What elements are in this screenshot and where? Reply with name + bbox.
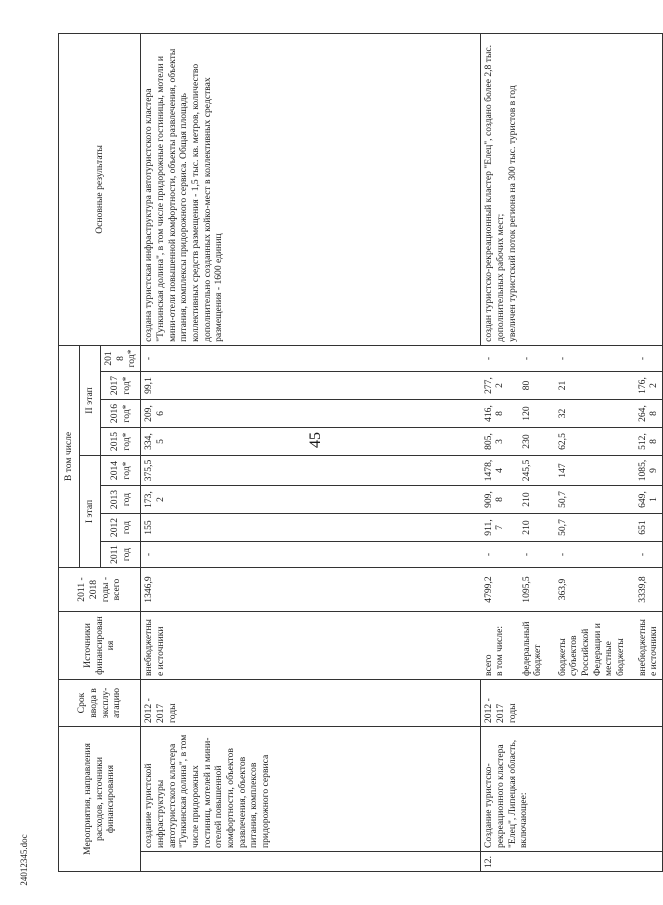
table-row xyxy=(481,33,519,871)
header-year: 2011 год xyxy=(101,542,141,568)
year-cell: 334,5 xyxy=(141,428,481,456)
row-number: 12. xyxy=(481,852,663,872)
year-cell: 209,6 xyxy=(141,400,481,428)
year-cell: 210 xyxy=(519,486,555,514)
year-cell: 512,8 xyxy=(635,428,663,456)
year-cell: - xyxy=(519,345,555,371)
total-cell: 3339,8 xyxy=(635,568,663,612)
total-cell: 363,9 xyxy=(555,568,635,612)
page-number: 45 xyxy=(307,432,324,448)
year-cell: 651 xyxy=(635,514,663,542)
total-cell: 1095,5 xyxy=(519,568,555,612)
year-cell: 80 xyxy=(519,372,555,400)
year-cell: 230 xyxy=(519,428,555,456)
year-cell: 1085,9 xyxy=(635,456,663,486)
total-cell: 4799,2 xyxy=(481,568,519,612)
header-sources: Источники финансирования xyxy=(59,612,141,680)
event-cell: создание туристской инфраструктуры автотуристского кластера "Тункинская долина", в том числе придорожных гостиниц, мотелей и мини-отелей повышенной комфортности, объектов развлечения, объектов питания, комплексов придорожного сервиса xyxy=(141,727,481,852)
year-cell: - xyxy=(555,542,635,568)
year-cell: - xyxy=(141,542,481,568)
year-cell: 264,8 xyxy=(635,400,663,428)
year-cell: - xyxy=(519,542,555,568)
year-cell: 99,1 xyxy=(141,372,481,400)
event-cell: Создание туристско-рекреационного кластера "Елец", Липецкая область, включающее: xyxy=(481,727,663,852)
year-cell: 50,7 xyxy=(555,486,635,514)
measures-table xyxy=(58,33,663,872)
result-cell: создана туристская инфраструктура автотуристского кластера "Тункинская долина", в том числе придорожные гостиницы, мотели и мини-отели повышенной комфортности, объекты развлечения, объекты питания, комплексы придорожного сервиса. Общая площадь коллективных средств размещения - 1,5 тыс. кв. метров, количество дополнительно созданных койко-мест в коллективных средствах размещения - 1600 единиц xyxy=(141,33,481,345)
header-event: Мероприятия, направления расходов, источники финансирования xyxy=(59,727,141,872)
year-cell: - xyxy=(481,542,519,568)
year-cell: 649,1 xyxy=(635,486,663,514)
source-cell: всего в том числе: xyxy=(481,612,519,680)
result-cell: создан туристско-рекреационный кластер "Елец", создано более 2,8 тыс. дополнительных рабочих мест; увеличен туристский поток региона на 300 тыс. туристов в год xyxy=(481,33,663,345)
year-cell: 909,8 xyxy=(481,486,519,514)
header-year: 2013 год xyxy=(101,486,141,514)
header-year: 2017 год* xyxy=(101,372,141,400)
header-stage1: I этап xyxy=(80,456,101,568)
year-cell: 805,3 xyxy=(481,428,519,456)
total-cell: 1346,9 xyxy=(141,568,481,612)
source-cell: внебюджетные источники xyxy=(635,612,663,680)
year-cell: 176,2 xyxy=(635,372,663,400)
header-including: В том числе xyxy=(59,345,80,567)
year-cell: 1478,4 xyxy=(481,456,519,486)
header-year: 2016 год* xyxy=(101,400,141,428)
header-results: Основные результаты xyxy=(59,33,141,345)
source-cell: внебюджетные источники xyxy=(141,612,481,680)
header-year: 2015 год* xyxy=(101,428,141,456)
year-cell: - xyxy=(635,345,663,371)
file-label: 24012345.doc xyxy=(19,834,29,886)
year-cell: 375,5 xyxy=(141,456,481,486)
year-cell: - xyxy=(555,345,635,371)
source-cell: бюджеты субъектов Российской Федерации и местные бюджеты xyxy=(555,612,635,680)
year-cell: - xyxy=(635,542,663,568)
year-cell: 120 xyxy=(519,400,555,428)
year-cell: - xyxy=(141,345,481,371)
year-cell: 245,5 xyxy=(519,456,555,486)
header-year: 2018 год* xyxy=(101,345,141,371)
header-deadline: Срок ввода в эксплу-атацию xyxy=(59,680,141,727)
year-cell: - xyxy=(481,345,519,371)
deadline-cell: 2012 - 2017 годы xyxy=(481,680,663,727)
header-total: 2011 - 2018 годы - всего xyxy=(59,568,141,612)
header-stage2: II этап xyxy=(80,345,101,455)
header-year: 2012 год xyxy=(101,514,141,542)
row-number xyxy=(141,852,481,872)
header-year: 2014 год* xyxy=(101,456,141,486)
year-cell: 155 xyxy=(141,514,481,542)
year-cell: 277,2 xyxy=(481,372,519,400)
year-cell: 210 xyxy=(519,514,555,542)
table-row xyxy=(141,33,481,871)
deadline-cell: 2012 - 2017 годы xyxy=(141,680,481,727)
year-cell: 32 xyxy=(555,400,635,428)
year-cell: 911,7 xyxy=(481,514,519,542)
year-cell: 21 xyxy=(555,372,635,400)
source-cell: федеральный бюджет xyxy=(519,612,555,680)
year-cell: 62,5 xyxy=(555,428,635,456)
year-cell: 50,7 xyxy=(555,514,635,542)
year-cell: 416,8 xyxy=(481,400,519,428)
year-cell: 147 xyxy=(555,456,635,486)
year-cell: 173,2 xyxy=(141,486,481,514)
rotated-page xyxy=(58,34,660,872)
